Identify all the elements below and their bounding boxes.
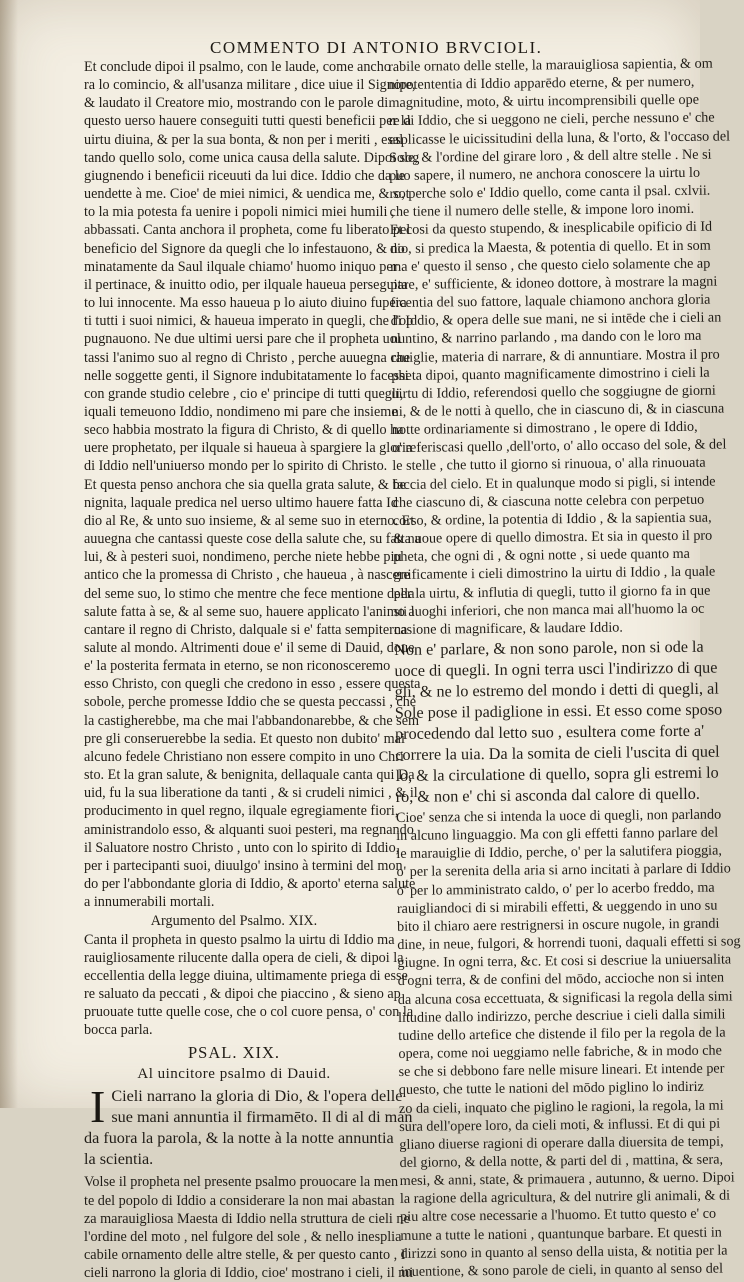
text-line: piu altre cose necessarie a l'huomo. Et tutto questo e' co <box>400 1206 717 1226</box>
text-line: tassi l'animo suo al regno di Christo , perche auuegna che <box>84 349 411 366</box>
text-line: ficentia del suo fattore, laquale chiamono anchora gloria <box>390 291 711 312</box>
text-line: abbassati. Canta anchora il propheta, come fu liberato pel <box>84 222 411 239</box>
text-line: con grande studio celebre , cio e' principe di tutti quegli, <box>84 385 404 402</box>
text-line: auuegna che cantassi queste cose della salute che, su fatta a <box>84 531 421 548</box>
text-line: di Iddio nell'uniuerso mondo per lo spirito di Christo. <box>84 458 388 475</box>
text-line: producimento in quel regno, ilquale egregiamente fiori, <box>84 803 399 820</box>
argument-heading: Argumento del Psalmo. XIX. <box>150 913 318 930</box>
text-line: Cioe' senza che si intenda la uoce di quegli, non parlando <box>395 806 722 826</box>
text-line: litudine dallo indirizzo, perche descriue i cieli dalla simili <box>397 1006 726 1026</box>
verse-block <box>84 1081 413 1170</box>
text-line: e' la posterita fermata in eterno, se non riconosceremo <box>84 658 391 675</box>
commentary-block <box>84 58 421 911</box>
text-line: to la mia potesta fa uenire i popoli nimici miei humili , <box>84 204 395 221</box>
text-line: Non e' parlare, & non sono parole, non si ode la <box>394 637 704 659</box>
text-line: per i partecipanti suoi, diuulgo' insino à termini del mon <box>84 857 403 874</box>
text-line: questo uerso hauere conseguiti tutti questi beneficii per la <box>84 113 411 130</box>
text-line: ti tutti i suoi nimici, & haueua imperato in quegli, che l'op <box>84 313 414 330</box>
text-line: a innumerabili mortali. <box>84 894 215 911</box>
text-line: uendette à me. Cioe' de miei nimici, & uendica me, & sot <box>84 186 410 203</box>
text-line: per la uirtu, & influtia di quegli, tutto il giorno fa in que <box>393 582 711 602</box>
text-line: giugnendo i beneficii riceuuti da lui dice. Iddio che da le <box>84 167 406 184</box>
drop-cap-initial: I <box>90 1081 106 1133</box>
text-line: procedendo dal letto suo , esultera come forte a' <box>394 721 705 743</box>
text-line: esplicasse le uicissitudini della luna, & l'orto, & l'occaso del <box>388 128 731 148</box>
text-line: salute fatta à se, & al seme suo, hauere applicato l'animo a <box>84 603 415 620</box>
gutter-shadow <box>0 0 18 1108</box>
left-column <box>84 58 421 1282</box>
text-line: casione di magnificare, & laudare Iddio. <box>393 619 623 638</box>
text-line: to lui innocente. Ma esso haueua p lo aiuto diuino fupera <box>84 295 407 312</box>
text-line: beneficio del Signore da quegli che lo infestauono, & no <box>84 240 405 257</box>
text-line: pheta, che ogni di , & ogni notte , si uede quanto ma <box>393 546 690 566</box>
text-line: gliano diuerse ragioni di operare dalla diuersita de tempi, <box>399 1133 724 1153</box>
text-line: Et conclude dipoi il psalmo, con le laude, come ancho <box>84 59 391 75</box>
text-line: bito il chiaro aere restrignersi in oscure nugole, in grandi <box>397 915 720 935</box>
text-line: & nuoue opere di quello dimostra. Et sia in questo il pro <box>392 527 713 548</box>
text-line: opera, come noi ueggiamo nelle fabriche, & in modo che <box>398 1042 722 1062</box>
text-line: ra lo comincio, & all'usanza militare , dice uiue il Signore, <box>84 77 416 94</box>
text-line: rauiglie, materia di narrare, & di annuntiare. Mostra il pro <box>391 346 720 366</box>
verse-block <box>394 637 723 808</box>
text-line: da alcuna cosa eccettuata, & significasi la regola della simi <box>397 988 733 1008</box>
text-line: sobole, perche promesse Iddio che se questa peccassi , che <box>84 694 417 711</box>
text-line: notte ordinariamente si dimostrano , le opere di Iddio, <box>391 418 698 439</box>
commentary-block <box>388 55 731 639</box>
text-line: puo sapere, il numero, ne anchora conoscere la uirtu lo <box>389 164 701 184</box>
text-line: che tiene il numero delle stelle, & impone loro inomi. <box>389 201 695 221</box>
text-line: tando quello solo, come unica causa della salute. Dipoi sog <box>84 149 420 166</box>
text-line: sti luoghi inferiori, che non manca mai all'huomo la oc <box>393 600 705 620</box>
text-line: o' referiscasi quello ,dell'orto, o' allo occaso del sole, & del <box>392 436 727 457</box>
text-line: dirizzi sono in quanto al senso della uista, & notitia per la <box>400 1242 728 1262</box>
text-line: sura dell'opere loro, da cieli moti, & influssi. Et di qui pi <box>399 1115 721 1135</box>
text-line: & laudato il Creatore mio, mostrando con le parole di <box>84 95 389 112</box>
text-line: la scientia. <box>84 1150 154 1169</box>
text-line: rauigliandoci di si mirabili effetti, & ueggendo in uno su <box>396 897 718 917</box>
argument-block <box>84 931 414 1040</box>
text-line: sue mani annuntia il firmamēto. Il di al di man <box>111 1108 413 1127</box>
text-line: uoce di quegli. In ogni terra usci l'indirizzo di que <box>394 658 718 680</box>
text-line: nignita, laquale predica nel uerso ultimo hauere fatta Id <box>84 494 398 511</box>
running-head: COMMENTO DI ANTONIO BRVCIOLI. <box>210 38 543 57</box>
text-line: le stelle , che tutto il giorno si rinuoua, o' alla rinuouata <box>392 455 706 475</box>
text-line: d'ogni terra, & de confini del mōdo, accioche non si inten <box>397 969 725 990</box>
text-line: il pertinace, & inuitto odio, per ilquale haueua perseguita <box>84 276 408 293</box>
text-line: in alcuno linguaggio. Ma con gli effetti fanno parlare del <box>396 824 719 845</box>
text-line: nipotententia di Iddio apparēdo eterne, & per numero, <box>388 73 695 94</box>
text-line: nelle soggette genti, il Signore indubitatamente lo facessi <box>84 367 409 384</box>
text-line: faccia del cielo. Et in qualunque modo si pigli, si intende <box>392 473 716 493</box>
text-line: gli, & ne lo estremo del mondo i detti di quegli, al <box>394 679 719 701</box>
text-line: se che si debbono fare nelle misure lineari. Et intende per <box>398 1060 725 1081</box>
right-column <box>388 55 741 1281</box>
text-line: tudine dello artefice che distende il filo per la regola de la <box>398 1024 726 1044</box>
text-line: antico che la promessa di Christo , che haueua , à nascere <box>84 567 410 584</box>
text-line: cabile ornamento delle altre stelle, & per questo canto , I <box>84 1247 406 1264</box>
text-line: questo, che tutte le nationi del mōdo piglino lo indiriz <box>398 1079 704 1099</box>
text-line: dine, in neue, fulgori, & horrendi tuoni, daquali effetti si sog <box>397 933 741 954</box>
text-line: Sole pose il padiglione in essi. Et esso come sposo <box>394 700 723 722</box>
text-line: zo da cieli, inquato che piglino le ragioni, la regola, la mi <box>398 1097 724 1117</box>
text-line: da fuora la parola, & la notte à la notte annuntia <box>84 1129 394 1148</box>
text-line: l'ordine del moto , nel fulgore del sole , & nello inesplia <box>84 1228 402 1245</box>
psalm-title: PSAL. XIX. <box>187 1043 281 1063</box>
text-line: ni, & de le notti à quello, che in ciascuno di, & in ciascuna <box>391 400 725 420</box>
text-line: minatamente da Saul ilquale chiamo' huomo iniquo per <box>84 258 398 275</box>
text-line: rauigliosamente rilucente dalla opera de cieli, & dipoi la <box>84 949 404 966</box>
text-line: ro, & non e' chi si asconda dal calore di quello. <box>395 784 700 806</box>
text-line: Et questa penso anchora che sia quella grata salute, & be <box>84 476 406 493</box>
text-line: pruouate tutte quelle cose, che o col cuore pensa, o' con la <box>84 1004 414 1021</box>
text-line: Sole, & l'ordine del girare loro , & dell altre stelle . Ne si <box>388 146 712 166</box>
text-line: cantare il regno di Christo, dalquale si e' fatta sempiterna <box>84 621 408 638</box>
text-line: che ciascuno di, & ciascuna notte celebra con perpetuo <box>392 491 705 511</box>
text-line: le marauiglie di Iddio, perche, o' per la salutifera pioggia, <box>396 842 722 863</box>
text-line: dio al Re, & unto suo insieme, & al seme suo in eterno. Et <box>84 512 415 529</box>
text-line: uere prophetato, per ilquale si haueua à spargiere la gloria <box>84 440 413 457</box>
text-line: mesi, & anni, state, & primauera , autunno, & uerno. Dipoi <box>399 1169 735 1190</box>
text-line: sto. Et la gran salute, & benignita, dellaquale canta qui Da <box>84 767 415 784</box>
text-line: mune a tutte le nationi , quantunque barbare. Et questi in <box>400 1224 722 1244</box>
text-line: re di Iddio, che si ueggono ne cieli, perche nessuno e' che <box>388 110 715 130</box>
text-line: o' per lo amministrato caldo, o' per lo acerbo freddo, ma <box>396 879 715 899</box>
text-line: gnificamente i cieli dimostrino la uirtu di Iddio , la quale <box>393 563 716 584</box>
text-line: uirtu diuina, & per la sua bonta, & non per i meriti , esal <box>84 131 404 148</box>
text-line: cieli narrono la gloria di Iddio, cioe' mostrano i cieli, il mi <box>84 1265 414 1282</box>
text-line: corso, & ordine, la potentia di Iddio , & la sapientia sua, <box>392 509 712 529</box>
text-line: pre gli conseruerebbe la sedia. Et questo non dubito' mai <box>84 730 405 747</box>
text-line: giugne. In ogni terra, &c. Et cosi si descriue la uniuersalita <box>397 951 732 972</box>
text-line: iquali temeuono Iddio, nondimeno mi pare che insieme <box>84 403 398 420</box>
text-line: inuentione, & sono parole de cieli, in quanto al senso del <box>400 1260 724 1280</box>
text-line: uid, fu la sua liberatione da tanti , & si crudeli nimici , & il <box>84 785 418 802</box>
text-line: esso Christo, con quegli che credono in esso , essere questa <box>84 676 421 693</box>
text-line: nuntino, & narrino parlando , ma dando con le loro ma <box>390 328 702 348</box>
text-line: salute al mondo. Altrimenti doue e' il seme di Dauid, doue <box>84 640 415 656</box>
text-line: il Saluatore nostro Christo , unto con lo spirito di Iddio, <box>84 839 400 856</box>
text-line: magnitudine, moto, & uirtu incomprensibili quelle ope <box>388 92 700 112</box>
text-line: seco habbia mostrato la figura di Christo, & di quello ha <box>84 422 404 439</box>
commentary-block-2 <box>84 1173 414 1282</box>
text-line: eccellentia della legge diuina, ultimamente priega di esse <box>84 967 408 984</box>
psalm-subtitle: Al uincitore psalmo di Dauid. <box>137 1066 331 1083</box>
text-line: del seme suo, lo stimo che mentre che fece mentione della <box>84 585 415 602</box>
text-line: dio, si predica la Maesta, & potentia di quello. Et in som <box>389 237 711 257</box>
text-line: la ragione della agricultura, & del nutrire gli animali, & di <box>399 1187 731 1208</box>
text-line: pheta dipoi, quanto magnificamente dimostrino i cieli la <box>391 364 710 384</box>
text-line: ro, perche solo e' Iddio quello, come canta il psal. cxlvii. <box>389 182 711 203</box>
text-line: del giorno, & della notte, & parti del di , mattina, & sera, <box>399 1151 724 1171</box>
text-line: te del popolo di Iddio a considerare la non mai abastan <box>84 1192 395 1209</box>
text-line: lo, & la circulatione di quello, sopra gli estremi lo <box>395 763 719 785</box>
text-line: Canta il propheta in questo psalmo la uirtu di Iddio ma <box>84 931 395 948</box>
text-line: uirtu di Iddio, referendosi quello che soggiugne de giorni <box>391 382 716 402</box>
commentary-block-2 <box>395 806 741 1281</box>
text-line: di Iddio, & opera delle sue mani, ne si intēde che i cieli an <box>390 309 722 330</box>
text-line: aministrandolo esso, & alquanti suoi pesteri, ma regnando <box>84 821 414 838</box>
text-line: lui, & à pesteri suoi, nondimeno, perche niete hebbe piu <box>84 549 402 566</box>
text-line: la castigherebbe, ma che mai l'abbandonarebbe, & che sem <box>84 712 420 729</box>
text-line: Cieli narrano la gloria di Dio, & l'opera delle <box>111 1087 403 1106</box>
text-line: bocca parla. <box>84 1022 153 1039</box>
text-line: pugnauono. Ne due ultimi uersi pare che il propheta uol <box>84 331 401 348</box>
text-line: o' per la serenita della aria si arno incitati à parlare di Iddio <box>396 860 731 881</box>
text-line: rabile ornato delle stelle, la marauigliosa sapientia, & om <box>388 55 713 75</box>
text-line: pare, e' sufficiente, & idoneo dottore, à mostrare la magni <box>390 273 718 293</box>
text-line: correre la uia. Da la somita de cieli l'uscita di quel <box>395 742 720 764</box>
text-line: do per l'abbondante gloria di Iddio, & aporto' eterna salute <box>84 876 416 893</box>
text-line: Et cosi da questo stupendo, & inesplicabile opificio di Id <box>389 219 713 239</box>
text-line: alcuno fedele Christiano non essere compito in uno Chri <box>84 748 404 765</box>
text-line: re saluato da peccati , & dipoi che piaccino , & sieno ap <box>84 985 401 1002</box>
text-line: ma e' questo il senso , che questo cielo solamente che ap <box>390 255 711 275</box>
text-line: za marauigliosa Maesta di Iddio nella struttura de cieli ne <box>84 1210 410 1227</box>
text-line: Volse il propheta nel presente psalmo prouocare la men <box>84 1174 399 1191</box>
